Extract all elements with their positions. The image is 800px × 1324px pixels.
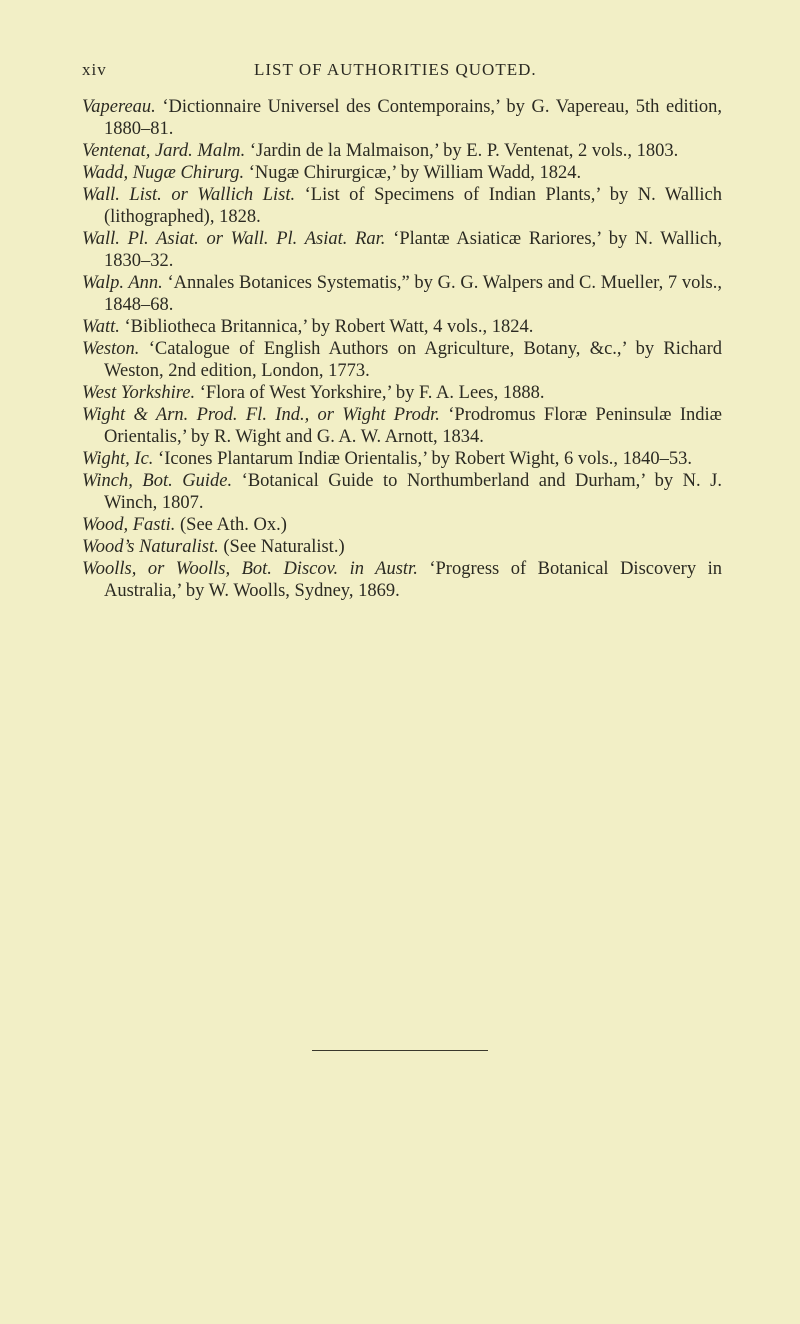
entry-text: ‘Progress of Botanical Discovery in Australia,’ by W. Woolls, Sydney, 1869. — [104, 559, 722, 601]
entry-abbreviation: Wall. List. or Wallich List. — [82, 185, 296, 205]
entry-text: ‘Icones Plantarum Indiæ Orientalis,’ by Robert Wight, 6 vols., 1840–53. — [153, 449, 693, 469]
list-item — [82, 558, 722, 602]
entry-abbreviation: Woolls, or Woolls, Bot. Discov. in Austr. — [82, 559, 418, 579]
entry-text: ‘Catalogue of English Authors on Agriculture, Botany, &c.,’ by Richard Weston, 2nd edition, London, 1773. — [104, 339, 722, 381]
entry-abbreviation: Vapereau. — [82, 97, 156, 117]
entry-text: ‘Annales Botanices Systematis,” by G. G. Walpers and C. Mueller, 7 vols., 1848–68. — [104, 273, 722, 315]
authorities-list — [82, 96, 722, 602]
list-item — [82, 448, 722, 470]
list-item — [82, 404, 722, 448]
page-number: xiv — [82, 60, 107, 79]
entry-text: ‘Dictionnaire Universel des Contemporains,’ by G. Vapereau, 5th edition, 1880–81. — [104, 97, 722, 139]
entry-text: ‘Plantæ Asiaticæ Rariores,’ by N. Wallich, 1830–32. — [104, 229, 723, 271]
entry-text: ‘Flora of West Yorkshire,’ by F. A. Lees, 1888. — [195, 383, 545, 403]
entry-abbreviation: Wood, Fasti. — [82, 515, 176, 535]
entry-text: ‘Nugæ Chirurgicæ,’ by William Wadd, 1824. — [244, 163, 582, 183]
entry-text: ‘List of Specimens of Indian Plants,’ by N. Wallich (lithographed), 1828. — [104, 185, 722, 227]
entry-text: (See Naturalist.) — [218, 537, 345, 557]
list-item — [82, 514, 722, 536]
entry-abbreviation: Weston. — [82, 339, 140, 359]
entry-abbreviation: Wood’s Naturalist. — [82, 537, 219, 557]
entry-text: ‘Prodromus Floræ Peninsulæ Indiæ Orientalis,’ by R. Wight and G. A. W. Arnott, 1834. — [104, 405, 722, 447]
entry-abbreviation: Wall. Pl. Asiat. or Wall. Pl. Asiat. Rar. — [82, 229, 386, 249]
list-item — [82, 470, 722, 514]
entry-abbreviation: Wight, Ic. — [82, 449, 154, 469]
list-item — [82, 338, 722, 382]
entry-abbreviation: Wadd, Nugæ Chirurg. — [82, 163, 245, 183]
list-item — [82, 228, 722, 272]
list-item — [82, 96, 722, 140]
list-item — [82, 184, 722, 228]
entry-abbreviation: Watt. — [82, 317, 120, 337]
list-item — [82, 382, 722, 404]
entry-text: ‘Botanical Guide to Northumberland and Durham,’ by N. J. Winch, 1807. — [104, 471, 722, 513]
entry-abbreviation: West Yorkshire. — [82, 383, 196, 403]
entry-text: ‘Bibliotheca Britannica,’ by Robert Watt, 4 vols., 1824. — [119, 317, 534, 337]
list-item — [82, 272, 722, 316]
entry-abbreviation: Winch, Bot. Guide. — [82, 471, 233, 491]
list-item — [82, 316, 722, 338]
end-rule — [312, 1050, 488, 1051]
entry-text: ‘Jardin de la Malmaison,’ by E. P. Ventenat, 2 vols., 1803. — [245, 141, 679, 161]
entry-abbreviation: Wight & Arn. Prod. Fl. Ind., or Wight Prodr. — [82, 405, 440, 425]
list-item — [82, 536, 722, 558]
entry-abbreviation: Walp. Ann. — [82, 273, 163, 293]
entry-text: (See Ath. Ox.) — [175, 515, 287, 535]
page-header — [82, 60, 722, 84]
list-item — [82, 140, 722, 162]
running-title: LIST OF AUTHORITIES QUOTED. — [254, 60, 537, 79]
list-item — [82, 162, 722, 184]
entry-abbreviation: Ventenat, Jard. Malm. — [82, 141, 246, 161]
